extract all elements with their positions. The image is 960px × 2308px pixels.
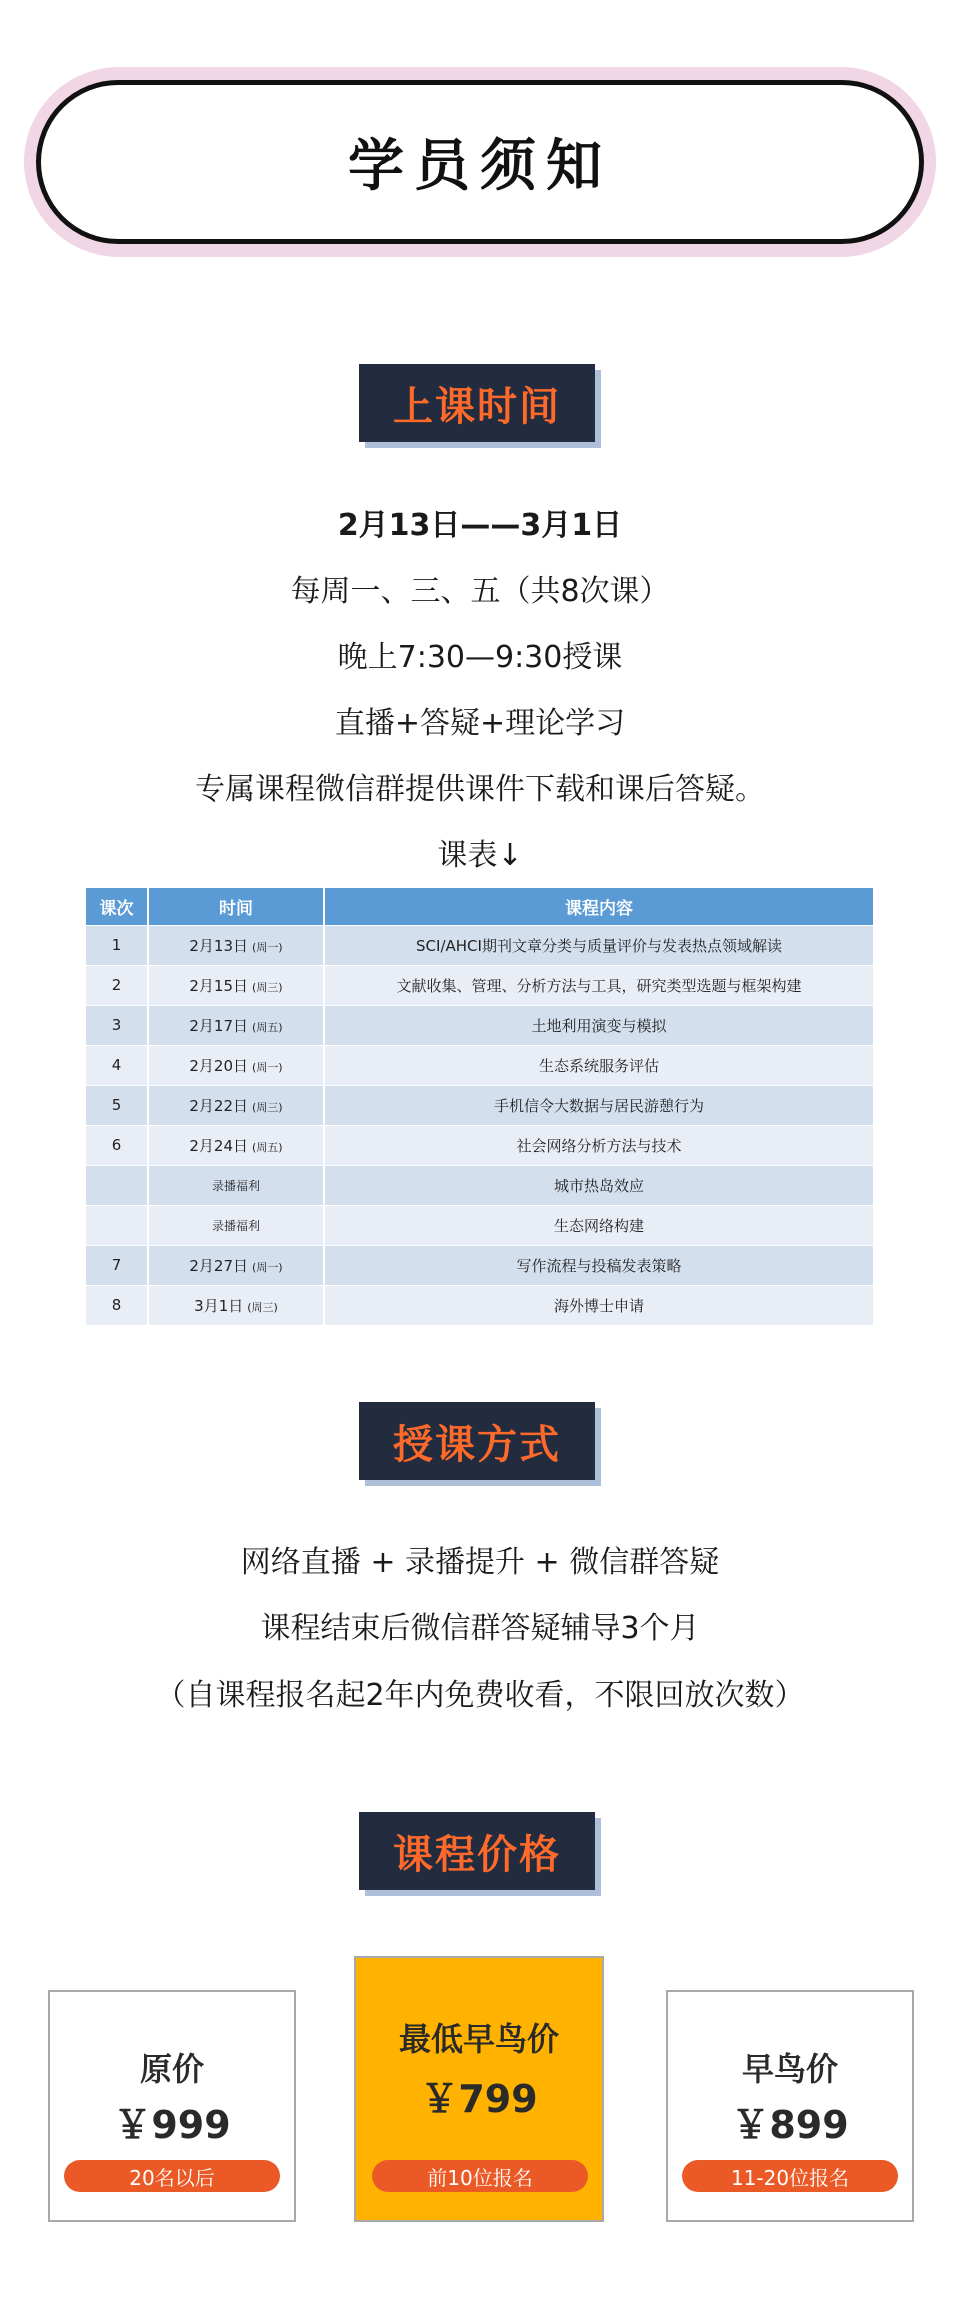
lesson-content: 城市热岛效应: [324, 1165, 874, 1205]
lesson-date: 2月20日 (周一): [148, 1045, 324, 1085]
page-title: 学员须知: [348, 134, 612, 199]
lesson-number: 7: [86, 1245, 148, 1285]
lesson-number: 6: [86, 1125, 148, 1165]
table-row: [86, 1125, 874, 1165]
lesson-number: 4: [86, 1045, 148, 1085]
class-time: 晚上7:30—9:30授课: [337, 640, 623, 675]
header-banner: [36, 80, 924, 244]
lesson-content: 写作流程与投稿发表策略: [324, 1245, 874, 1285]
class-days: 每周一、三、五（共8次课）: [290, 574, 670, 609]
lesson-date: 2月17日 (周五): [148, 1005, 324, 1045]
section-heading-method-label: 授课方式: [359, 1402, 595, 1480]
lesson-number: 5: [86, 1085, 148, 1125]
lesson-date: 录播福利: [148, 1205, 324, 1245]
table-row: [86, 1085, 874, 1125]
lesson-content: 社会网络分析方法与技术: [324, 1125, 874, 1165]
lesson-number: 2: [86, 965, 148, 1005]
table-row: [86, 1045, 874, 1085]
method-line-1: 网络直播 + 录播提升 + 微信群答疑: [240, 1545, 720, 1580]
lesson-number: 3: [86, 1005, 148, 1045]
price-card-title: 原价: [139, 2050, 204, 2088]
lesson-number: [86, 1165, 148, 1205]
lesson-date: 2月22日 (周三): [148, 1085, 324, 1125]
date-range: 2月13日——3月1日: [337, 508, 623, 543]
price-card-note: 11-20位报名: [682, 2160, 898, 2192]
section-heading-method: [359, 1402, 595, 1480]
timetable: [86, 888, 875, 1325]
price-card-note: 前10位报名: [372, 2160, 588, 2192]
class-format: 直播+答疑+理论学习: [334, 706, 626, 741]
group-note: 专属课程微信群提供课件下载和课后答疑。: [195, 772, 765, 807]
table-row: [86, 1005, 874, 1045]
price-card-price: ￥899: [731, 2103, 849, 2147]
table-row: [86, 1245, 874, 1285]
lesson-content: 文献收集、管理、分析方法与工具，研究类型选题与框架构建: [324, 965, 874, 1005]
price-card-price: ￥999: [113, 2103, 231, 2147]
section-heading-schedule-label: 上课时间: [359, 364, 595, 442]
price-card-title: 最低早鸟价: [398, 2020, 559, 2058]
lesson-date: 2月13日 (周一): [148, 925, 324, 965]
lesson-date: 2月15日 (周三): [148, 965, 324, 1005]
table-row: [86, 925, 874, 965]
lesson-number: 1: [86, 925, 148, 965]
lesson-date: 2月24日 (周五): [148, 1125, 324, 1165]
lesson-content: 海外博士申请: [324, 1285, 874, 1325]
lesson-content: 手机信令大数据与居民游憩行为: [324, 1085, 874, 1125]
table-row: [86, 965, 874, 1005]
section-heading-pricing-label: 课程价格: [359, 1812, 595, 1890]
price-card-price: ￥799: [420, 2077, 538, 2121]
timetable-header-row: [86, 888, 874, 925]
price-card-original: [48, 1990, 296, 2222]
lesson-date: 2月27日 (周一): [148, 1245, 324, 1285]
lesson-content: SCI/AHCI期刊文章分类与质量评价与发表热点领域解读: [324, 925, 874, 965]
lesson-content: 土地利用演变与模拟: [324, 1005, 874, 1045]
table-row: [86, 1285, 874, 1325]
col-header-content: 课程内容: [324, 888, 874, 925]
col-header-no: 课次: [86, 888, 148, 925]
lesson-date: 3月1日 (周三): [148, 1285, 324, 1325]
table-row: [86, 1205, 874, 1245]
price-card-early-bird: [666, 1990, 914, 2222]
price-card-note: 20名以后: [64, 2160, 280, 2192]
lesson-date: 录播福利: [148, 1165, 324, 1205]
col-header-time: 时间: [148, 888, 324, 925]
method-line-3: （自课程报名起2年内免费收看，不限回放次数）: [155, 1678, 805, 1713]
price-card-title: 早鸟价: [741, 2050, 838, 2088]
section-heading-schedule: [359, 364, 595, 442]
lesson-number: 8: [86, 1285, 148, 1325]
lesson-content: 生态网络构建: [324, 1205, 874, 1245]
table-caption: 课表↓: [437, 838, 523, 873]
method-line-2: 课程结束后微信群答疑辅导3个月: [260, 1611, 700, 1646]
section-heading-pricing: [359, 1812, 595, 1890]
lesson-content: 生态系统服务评估: [324, 1045, 874, 1085]
table-row: [86, 1165, 874, 1205]
lesson-number: [86, 1205, 148, 1245]
price-card-lowest-early-bird: [354, 1956, 604, 2222]
